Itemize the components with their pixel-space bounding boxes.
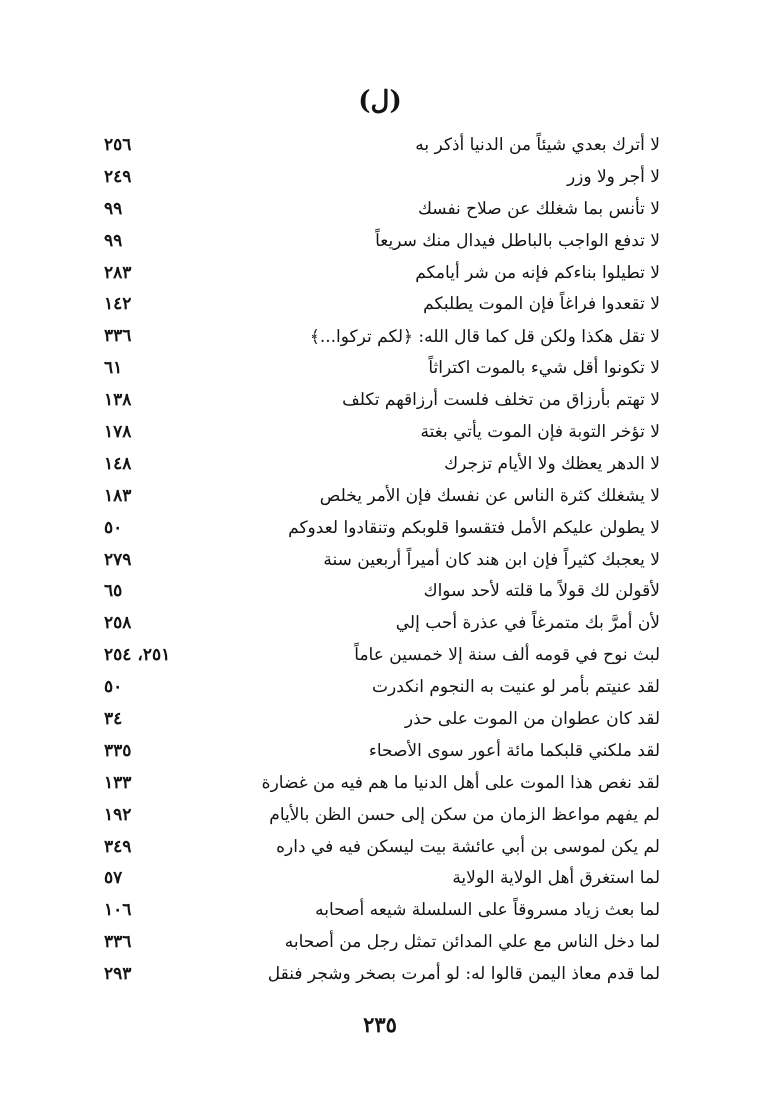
- section-letter-heading: (ل): [358, 86, 402, 116]
- entry-page-ref: ٥٠: [104, 517, 123, 538]
- entry-text: لا يشغلك كثرة الناس عن نفسك فإن الأمر يخلص: [319, 485, 660, 506]
- index-entry: [100, 575, 660, 607]
- entry-page-refs: [104, 199, 122, 219]
- entry-text: لم يفهم مواعظ الزمان من سكن إلى حسن الظن بالأيام: [269, 804, 660, 825]
- entry-page-ref-secondary: ٢٥١،: [137, 645, 171, 666]
- entry-page-ref: ٢٤٩: [104, 166, 132, 187]
- entry-text: لأقولن لك قولاً ما قلته لأحد سواك: [423, 581, 660, 602]
- entry-page-ref: ١٩٢: [104, 804, 132, 825]
- index-entry: [100, 448, 660, 480]
- entry-page-ref: ١٣٣: [104, 772, 132, 793]
- index-entry: [100, 894, 660, 926]
- index-entry: [100, 512, 660, 544]
- index-entry: [100, 257, 660, 289]
- entry-page-ref: ٣٣٦: [104, 932, 132, 953]
- entry-page-ref: ٣٤: [104, 708, 123, 729]
- index-entry: [100, 384, 660, 416]
- entry-text: لا تقعدوا فراغاً فإن الموت يطلبكم: [423, 294, 660, 315]
- entry-text: لما دخل الناس مع علي المدائن تمثل رجل من أصحابه: [284, 932, 660, 953]
- entry-page-ref: ٦١: [104, 358, 123, 379]
- entry-page-ref: ١٠٦: [104, 900, 132, 921]
- index-entry: [100, 703, 660, 735]
- entry-page-refs: [104, 263, 131, 283]
- entry-page-refs: [104, 773, 131, 793]
- entry-page-ref: ٩٩: [104, 230, 123, 251]
- entry-page-refs: [104, 135, 131, 155]
- entry-page-refs: [104, 390, 131, 410]
- entry-page-refs: [104, 581, 122, 601]
- entry-page-ref: ٥٠: [104, 677, 123, 698]
- entry-page-ref: ٣٣٥: [104, 740, 132, 761]
- entry-text: لا تكونوا أقل شيء بالموت اكتراثاً: [428, 358, 660, 379]
- entry-page-refs: [104, 741, 131, 761]
- index-entry: [100, 161, 660, 193]
- entry-text: لأن أمرَّ بك متمرغاً في عذرة أحب إلي: [395, 613, 660, 634]
- entry-page-ref: ١٤٢: [104, 294, 132, 315]
- entry-text: لا تأنس بما شغلك عن صلاح نفسك: [417, 198, 660, 219]
- index-entry: [100, 767, 660, 799]
- index-entry: [100, 639, 660, 671]
- entry-page-refs: [104, 294, 131, 314]
- entry-text: لقد عنيتم بأمر لو عنيت به النجوم انكدرت: [372, 677, 660, 698]
- entry-page-refs: [104, 167, 131, 187]
- entry-page-refs: [104, 358, 122, 378]
- entry-page-ref: ٦٥: [104, 581, 123, 602]
- index-entry: [100, 958, 660, 990]
- entry-text: لا تطيلوا بناءكم فإنه من شر أيامكم: [415, 262, 660, 283]
- entry-text: لا أترك بعدي شيئاً من الدنيا أذكر به: [415, 134, 660, 155]
- entry-text: لا يطولن عليكم الأمل فتقسوا قلوبكم وتنقادوا لعدوكم: [288, 517, 660, 538]
- index-entry: [100, 607, 660, 639]
- entry-page-refs: [104, 868, 122, 888]
- entry-text: لا يعجبك كثيراً فإن ابن هند كان أميراً أربعين سنة: [323, 549, 660, 570]
- index-entry: [100, 416, 660, 448]
- entry-page-ref: ٣٣٦: [104, 326, 132, 347]
- index-entry: [100, 671, 660, 703]
- index-entry: [100, 831, 660, 863]
- entry-text: لقد نغص هذا الموت على أهل الدنيا ما هم فيه من غضارة: [261, 772, 660, 793]
- entry-page-ref: ١٨٣: [104, 485, 132, 506]
- entry-page-refs: [104, 454, 131, 474]
- entry-page-ref: ٢٨٣: [104, 262, 132, 283]
- entry-text: لا تهتم بأرزاق من تخلف فلست أرزاقهم تكلف: [342, 390, 660, 411]
- entry-page-refs: [104, 231, 122, 251]
- entry-page-ref: ٣٤٩: [104, 836, 132, 857]
- entry-page-refs: [104, 422, 131, 442]
- index-entry: [100, 735, 660, 767]
- entry-text: لقد ملكني قلبكما مائة أعور سوى الأصحاء: [368, 740, 660, 761]
- entry-page-refs: [104, 645, 170, 665]
- index-entry: [100, 320, 660, 352]
- index-entry: [100, 193, 660, 225]
- entry-page-ref: ٢٥٤: [104, 645, 132, 666]
- index-entry: [100, 926, 660, 958]
- entry-text: لما بعث زياد مسروقاً على السلسلة شيعه أصحابه: [315, 900, 660, 921]
- entry-page-refs: [104, 709, 122, 729]
- entry-page-refs: [104, 550, 131, 570]
- index-entry: [100, 544, 660, 576]
- entry-text: لم يكن لموسى بن أبي عائشة بيت ليسكن فيه في داره: [276, 836, 660, 857]
- entry-page-ref: ٢٩٣: [104, 964, 132, 985]
- entry-page-ref: ١٣٨: [104, 390, 132, 411]
- entry-page-refs: [104, 518, 122, 538]
- index-entry: [100, 288, 660, 320]
- entry-page-refs: [104, 677, 122, 697]
- entry-page-ref: ١٤٨: [104, 453, 132, 474]
- entry-text: لقد كان عطوان من الموت على حذر: [404, 708, 660, 729]
- index-entry: [100, 862, 660, 894]
- entry-page-ref: ١٧٨: [104, 421, 132, 442]
- entry-text: لبث نوح في قومه ألف سنة إلا خمسين عاماً: [354, 645, 660, 666]
- entry-text: لا تؤخر التوبة فإن الموت يأتي بغتة: [420, 421, 660, 442]
- entry-page-refs: [104, 932, 131, 952]
- index-entry: [100, 129, 660, 161]
- entry-page-ref: ٢٥٨: [104, 613, 132, 634]
- entry-page-ref: ٩٩: [104, 198, 123, 219]
- index-entry: [100, 225, 660, 257]
- entry-text: لا أجر ولا وزر: [566, 166, 660, 187]
- entry-page-ref: ٢٥٦: [104, 134, 132, 155]
- entry-page-ref: ٢٧٩: [104, 549, 132, 570]
- entry-text: لا الدهر يعظك ولا الأيام تزجرك: [444, 453, 660, 474]
- entry-text: لا تقل هكذا ولكن قل كما قال الله: ﴿لكم تركوا...﴾: [309, 326, 660, 347]
- entry-page-ref: ٥٧: [104, 868, 123, 889]
- entry-text: لا تدفع الواجب بالباطل فيدال منك سريعاً: [375, 230, 660, 251]
- entry-page-refs: [104, 326, 131, 346]
- entry-text: لما قدم معاذ اليمن قالوا له: لو أمرت بصخر وشجر فنقل: [267, 964, 660, 985]
- index-entry: [100, 480, 660, 512]
- entry-page-refs: [104, 964, 131, 984]
- entry-page-refs: [104, 900, 131, 920]
- entry-text: لما استغرق أهل الولاية الولاية: [452, 868, 660, 889]
- index-entry: [100, 352, 660, 384]
- entry-page-refs: [104, 837, 131, 857]
- index-list: [100, 129, 660, 990]
- entry-page-refs: [104, 486, 131, 506]
- entry-page-refs: [104, 613, 131, 633]
- entry-page-refs: [104, 805, 131, 825]
- index-entry: [100, 799, 660, 831]
- page-number: ٢٣٥: [363, 1012, 397, 1037]
